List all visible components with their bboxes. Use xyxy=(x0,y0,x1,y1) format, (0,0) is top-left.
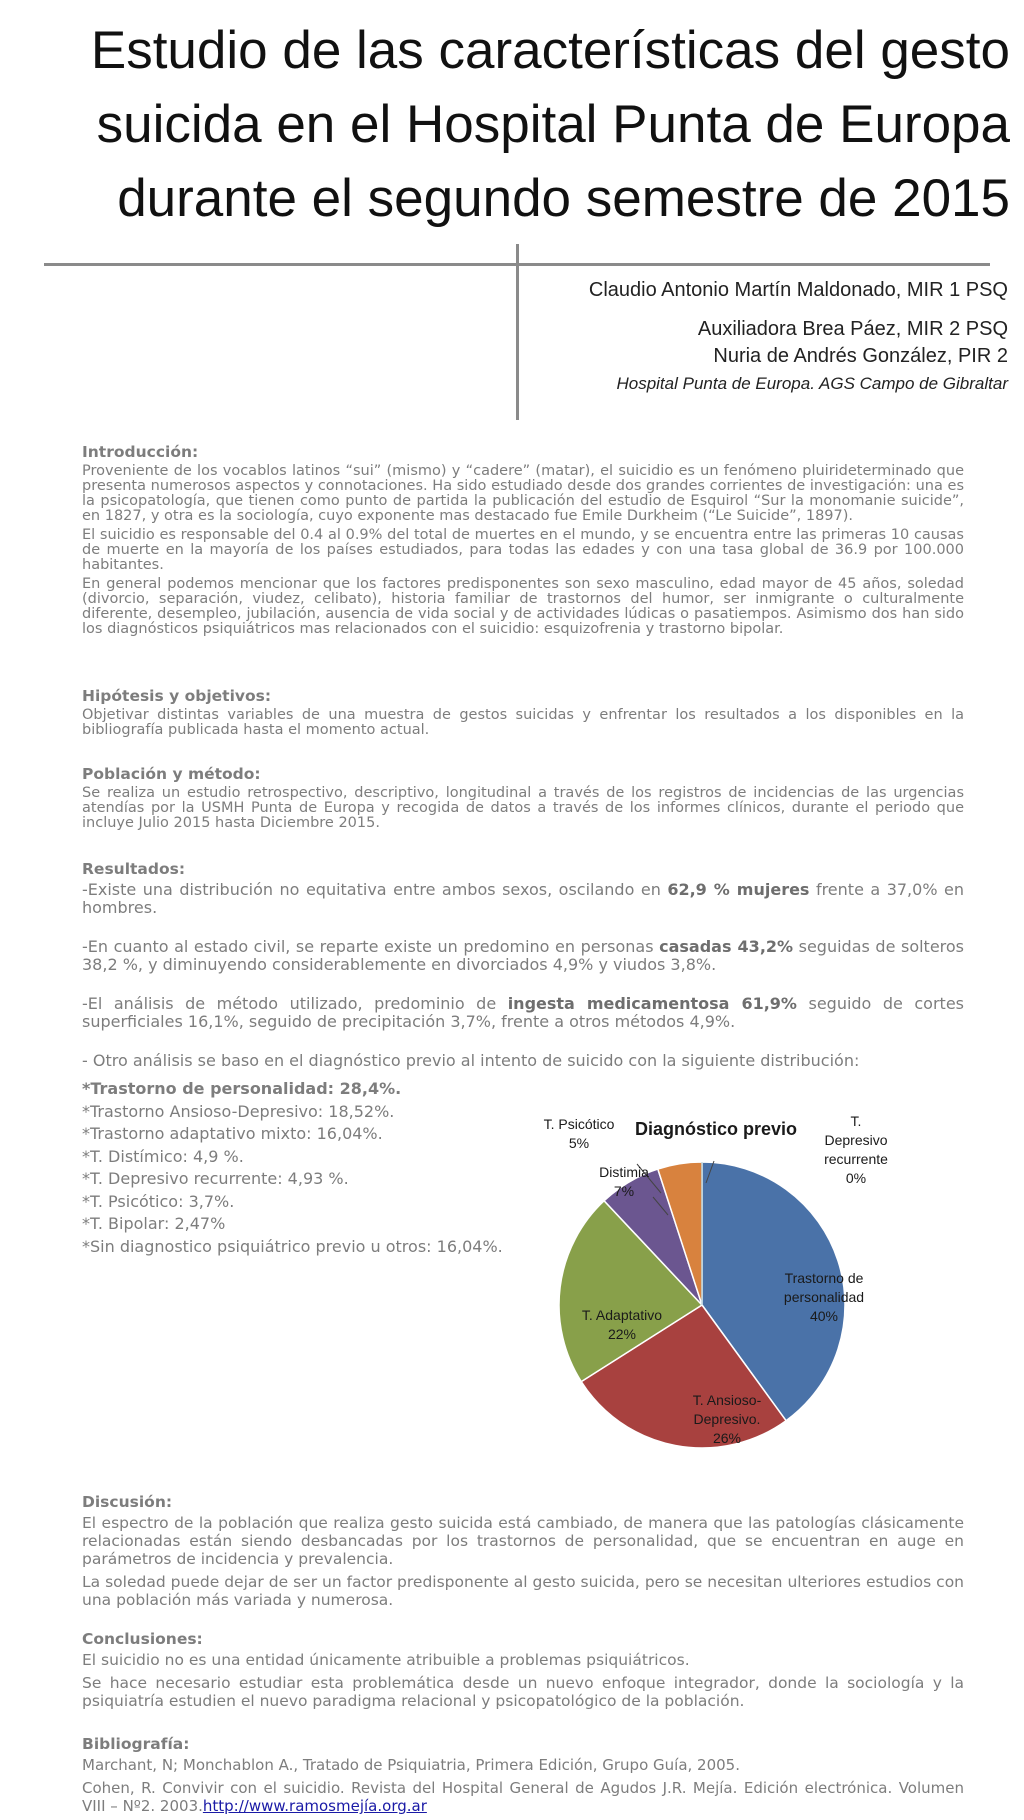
result-sex-distribution: -Existe una distribución no equitativa entre ambos sexos, oscilando en 62,9 % mujeres frente a 37,0% en hombres. xyxy=(82,880,964,917)
method-heading: Población y método: xyxy=(82,765,261,783)
method-paragraph: Se realiza un estudio retrospectivo, descriptivo, longitudinal a través de los registros de incidencias de las urgencias atendías por la USMH Punta de Europa y recogida de datos a través de los informes clínicos, durante el periodo que incluye Julio 2015 hasta Diciembre 2015. xyxy=(82,785,964,831)
conclusions-paragraph-1: El suicidio no es una entidad únicamente atribuible a problemas psiquiátricos. xyxy=(82,1651,690,1669)
title-line-2: suicida en el Hospital Punta de Europa xyxy=(96,95,1010,154)
title-line-3: durante el segundo semestre de 2015 xyxy=(117,169,1010,228)
label-depresivo-line2: Depresivo xyxy=(824,1132,888,1148)
discussion-section xyxy=(82,1493,964,1613)
bibliography-heading: Bibliografía: xyxy=(82,1735,190,1753)
conclusions-paragraph-2: Se hace necesario estudiar esta problemática desde un nuevo enfoque integrador, donde la sociología y la psiquiatría estudien el nuevo paradigma relacional y psicopatológico de la población. xyxy=(82,1674,964,1710)
conclusions-section xyxy=(82,1630,964,1714)
diagnosis-item-bold: *Trastorno de personalidad: 28,4%. xyxy=(82,1079,402,1098)
title-line-1: Estudio de las características del gesto xyxy=(90,21,1010,80)
diagnosis-pie-chart xyxy=(526,1105,906,1471)
author-2: Auxiliadora Brea Páez, MIR 2 PSQ xyxy=(697,318,1008,340)
diagnosis-item: *T. Psicótico: 3,7%. xyxy=(82,1191,235,1211)
bibliography-section xyxy=(82,1735,964,1815)
label-ansioso-value: 26% xyxy=(712,1430,742,1446)
result-method: -El análisis de método utilizado, predominio de ingesta medicamentosa 61,9% seguido de cortes superficiales 16,1%, seguido de precipitación 3,7%, frente a otros métodos 4,9%. xyxy=(82,994,964,1031)
results-section xyxy=(82,860,964,1070)
discussion-paragraph-2: La soledad puede dejar de ser un factor predisponente al gesto suicida, pero se necesitan ulteriores estudios con una población más variada y numerosa. xyxy=(82,1573,964,1609)
label-ansioso-line2: Depresivo. xyxy=(693,1411,761,1427)
label-adaptativo-line1: T. Adaptativo xyxy=(581,1307,663,1323)
hypothesis-section xyxy=(82,687,964,742)
hypothesis-paragraph: Objetivar distintas variables de una muestra de gestos suicidas y enfrentar los resultados a los disponibles en la bibliografía publicada hasta el momento actual. xyxy=(82,707,964,738)
author-1: Claudio Antonio Martín Maldonado, MIR 1 PSQ xyxy=(588,279,1008,301)
poster-title xyxy=(20,14,1010,236)
label-personalidad-line2: personalidad xyxy=(783,1289,865,1305)
result-civil-status: -En cuanto al estado civil, se reparte existe un predomino en personas casadas 43,2% seguidas de solteros 38,2 %, y diminuyendo considerablemente en divorciados 4,9% y viudos 3,8%. xyxy=(82,937,965,974)
affiliation: Hospital Punta de Europa. AGS Campo de Gibraltar xyxy=(616,374,1008,393)
diagnosis-item: *Trastorno adaptativo mixto: 16,04%. xyxy=(82,1124,383,1143)
label-psicotico-value: 5% xyxy=(568,1135,590,1151)
label-psicotico-line1: T. Psicótico xyxy=(543,1116,615,1132)
intro-paragraph-2: El suicidio es responsable del 0.4 al 0.9% del total de muertes en el mundo, y se encuentra entre las primeras 10 causas de muerte en la mayoría de los países estudiados, para todas las edades y con una tasa global de 36.9 por 100.000 habitantes. xyxy=(82,527,964,573)
diagnosis-item: *T. Distímico: 4,9 %. xyxy=(82,1146,244,1166)
discussion-heading: Discusión: xyxy=(82,1493,173,1511)
method-section xyxy=(82,765,964,835)
author-3: Nuria de Andrés González, PIR 2 xyxy=(713,345,1008,367)
result-diagnosis-intro: - Otro análisis se baso en el diagnóstico previo al intento de suicido con la siguiente distribución: xyxy=(82,1051,860,1070)
discussion-paragraph-1: El espectro de la población que realiza gesto suicida está cambiado, de manera que las patologías clásicamente relacionadas están siendo desbancadas por los trastornos de personalidad, que se encuentran en auge en parámetros de incidencia y prevalencia. xyxy=(82,1514,964,1568)
label-distimia-value: 7% xyxy=(613,1183,635,1199)
label-personalidad-value: 40% xyxy=(809,1308,839,1324)
label-ansioso-line1: T. Ansioso- xyxy=(692,1392,762,1408)
diagnosis-item: *Trastorno Ansioso-Depresivo: 18,52%. xyxy=(82,1101,395,1121)
vertical-divider xyxy=(516,244,519,420)
intro-paragraph-3: En general podemos mencionar que los factores predisponentes son sexo masculino, edad mayor de 45 años, soledad (divorcio, separación, viudez, celibato), historia familiar de trastornos del humor, ser inmigrante o culturalmente diferente, desempleo, jubilación, ausencia de vida social y de actividades lúdicas o pasatiempos. Asimismo dos han sido los diagnósticos psiquiátricos mas relacionados con el suicidio: esquizofrenia y trastorno bipolar. xyxy=(82,576,964,637)
diagnosis-item: *T. Bipolar: 2,47% xyxy=(82,1214,226,1233)
label-depresivo-value: 0% xyxy=(845,1170,867,1186)
reference-2: Cohen, R. Convivir con el suicidio. Revista del Hospital General de Agudos J.R. Mejía. Edición electrónica. Volumen VIII – Nº2. 2003.http://www.ramosmejía.org.ar xyxy=(82,1779,964,1815)
hypothesis-heading: Hipótesis y objetivos: xyxy=(82,687,272,705)
label-depresivo-line1: T. xyxy=(850,1113,862,1129)
results-heading: Resultados: xyxy=(82,860,186,878)
diagnosis-item: *T. Depresivo recurrente: 4,93 %. xyxy=(82,1169,349,1188)
label-personalidad-line1: Trastorno de xyxy=(784,1270,864,1286)
label-adaptativo-value: 22% xyxy=(607,1326,637,1342)
intro-heading: Introducción: xyxy=(82,443,199,461)
intro-section xyxy=(82,443,964,641)
reference-link[interactable]: http://www.ramosmejía.org.ar xyxy=(202,1797,427,1815)
label-depresivo-line3: recurrente xyxy=(824,1151,888,1167)
conclusions-heading: Conclusiones: xyxy=(82,1630,203,1648)
reference-1: Marchant, N; Monchablon A., Tratado de Psiquiatria, Primera Edición, Grupo Guía, 2005. xyxy=(82,1756,740,1774)
diagnosis-item: *Sin diagnostico psiquiátrico previo u otros: 16,04%. xyxy=(82,1236,503,1256)
diagnosis-list xyxy=(82,1078,522,1258)
chart-title: Diagnóstico previo xyxy=(634,1119,798,1139)
intro-paragraph-1: Proveniente de los vocablos latinos “sui” (mismo) y “cadere” (matar), el suicidio es un fenómeno pluirideterminado que presenta numerosos aspectos y connotaciones. Ha sido estudiado desde dos grandes corrientes de investigación: una es la psicopatología, que tienen como punto de partida la publicación del estudio de Esquirol “Sur la monomanie suicide”, en 1827, y otra es la sociología, cuyo exponente mas destacado fue Emile Durkheim (“Le Suicide”, 1897). xyxy=(82,463,964,524)
label-distimia-line1: Distimia xyxy=(599,1164,649,1180)
